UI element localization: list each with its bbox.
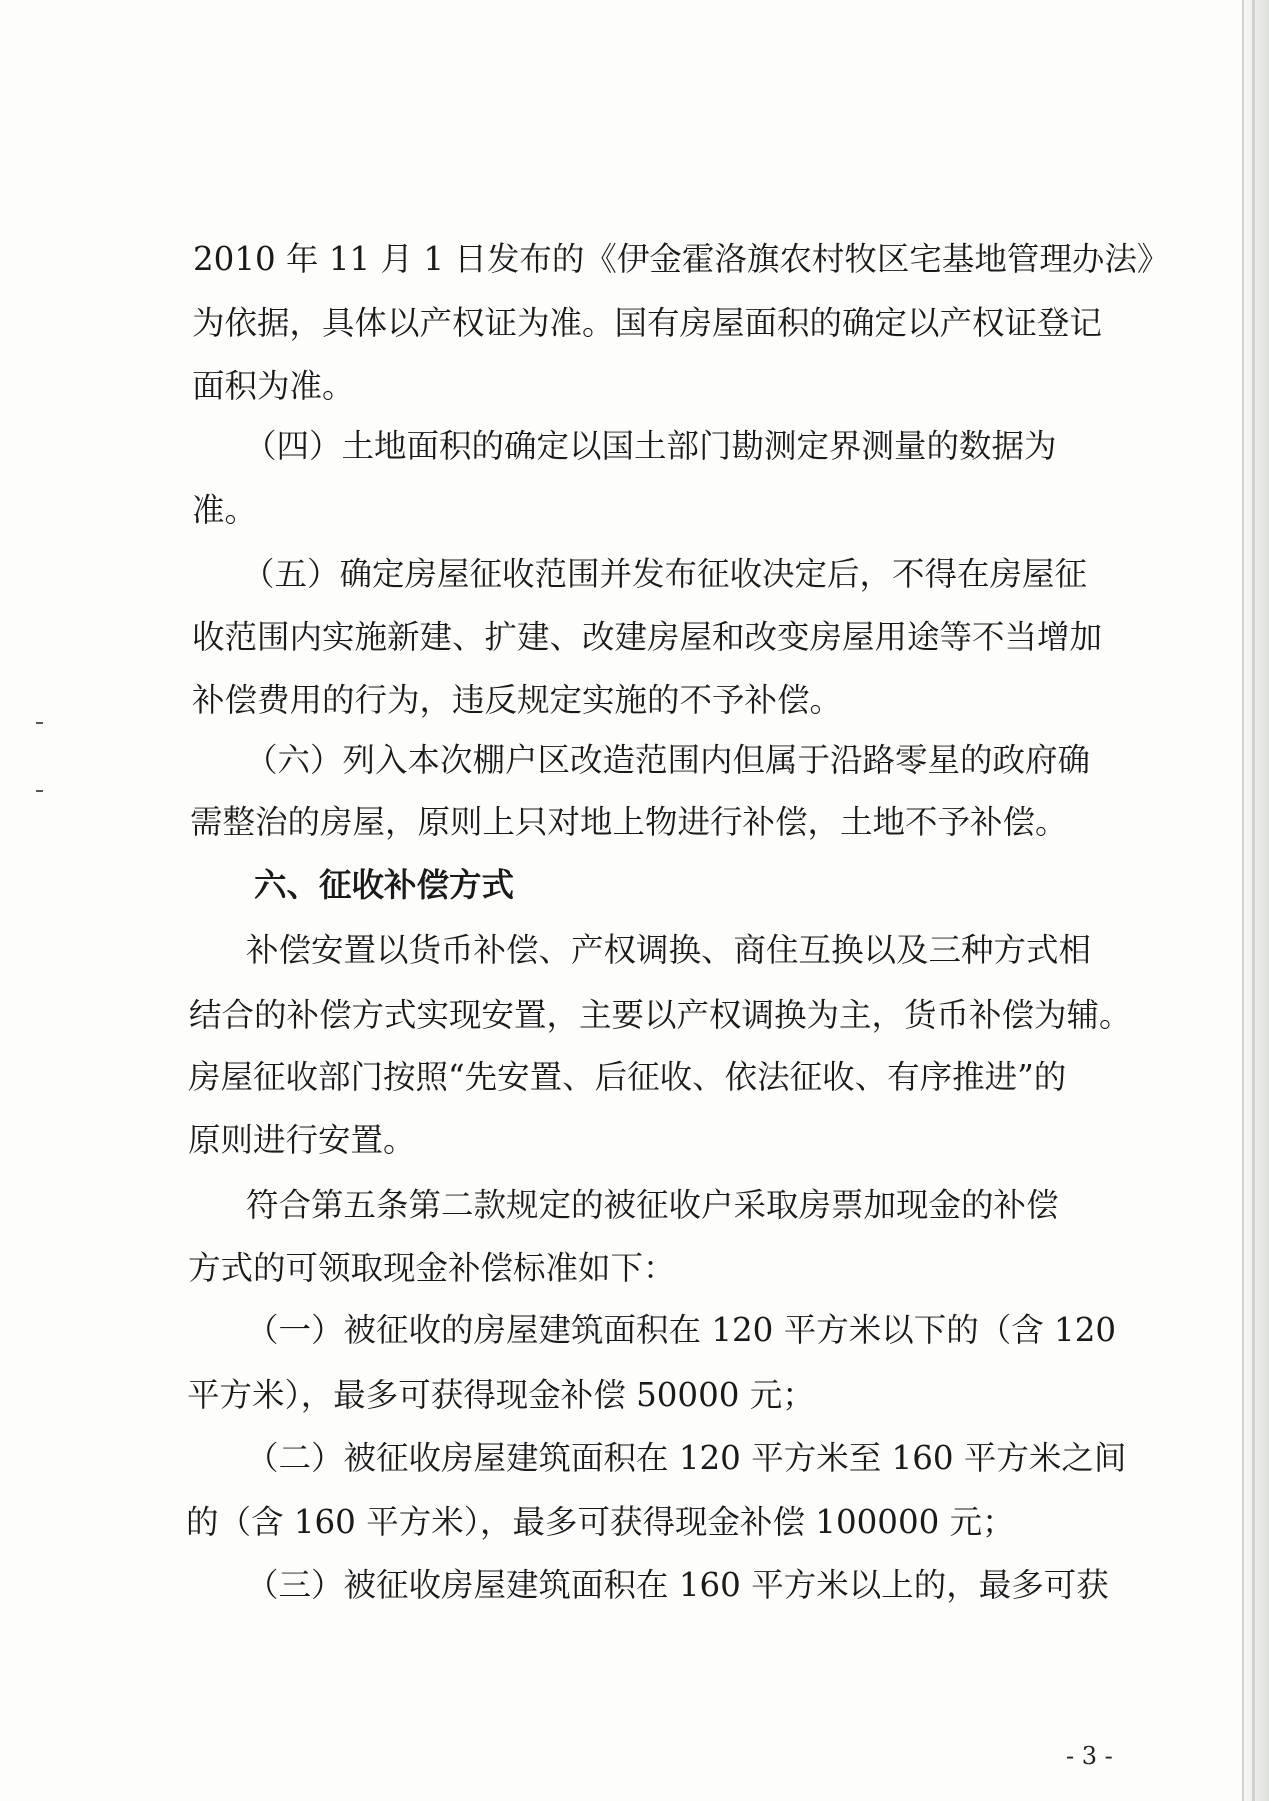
paragraph-line: （三）被征收房屋建筑面积在 160 平方米以上的，最多可获 <box>246 1566 1109 1604</box>
paragraph-line: （一）被征收的房屋建筑面积在 120 平方米以下的（含 120 <box>246 1311 1117 1349</box>
paragraph-line: 原则进行安置。 <box>188 1121 416 1159</box>
paragraph-line: 的（含 160 平方米），最多可获得现金补偿 100000 元； <box>186 1503 1015 1541</box>
paragraph-line: 房屋征收部门按照“先安置、后征收、依法征收、有序推进”的 <box>188 1058 1067 1096</box>
paragraph-line: （二）被征收房屋建筑面积在 120 平方米至 160 平方米之间 <box>246 1439 1127 1477</box>
page-number: - 3 - <box>1066 1742 1113 1770</box>
paragraph-line: 为依据，具体以产权证为准。国有房屋面积的确定以产权证登记 <box>192 304 1103 342</box>
paragraph-line: 收范围内实施新建、扩建、改建房屋和改变房屋用途等不当增加 <box>192 618 1103 656</box>
paragraph-line: （六）列入本次棚户区改造范围内但属于沿路零星的政府确 <box>245 741 1091 779</box>
section-heading: 六、征收补偿方式 <box>254 866 515 904</box>
paragraph-line: （四）土地面积的确定以国土部门勘测定界测量的数据为 <box>244 427 1057 465</box>
paragraph-line: 符合第五条第二款规定的被征收户采取房票加现金的补偿 <box>246 1186 1059 1224</box>
paragraph-line: 需整治的房屋，原则上只对地上物进行补偿，土地不予补偿。 <box>190 803 1068 841</box>
paragraph-line: 平方米），最多可获得现金补偿 50000 元； <box>187 1376 815 1414</box>
paragraph-line: 补偿安置以货币补偿、产权调换、商住互换以及三种方式相 <box>246 931 1092 969</box>
paragraph-line: 准。 <box>192 491 258 529</box>
paragraph-line: 结合的补偿方式实现安置，主要以产权调换为主，货币补偿为辅。 <box>189 996 1132 1034</box>
paragraph-line: 补偿费用的行为，违反规定实施的不予补偿。 <box>192 681 843 719</box>
paragraph-line: （五）确定房屋征收范围并发布征收决定后，不得在房屋征 <box>242 555 1088 593</box>
paragraph-line: 2010 年 11 月 1 日发布的《伊金霍洛旗农村牧区宅基地管理办法》 <box>193 240 1170 278</box>
paragraph-line: 面积为准。 <box>192 367 355 405</box>
paragraph-line: 方式的可领取现金补偿标准如下： <box>188 1249 676 1287</box>
